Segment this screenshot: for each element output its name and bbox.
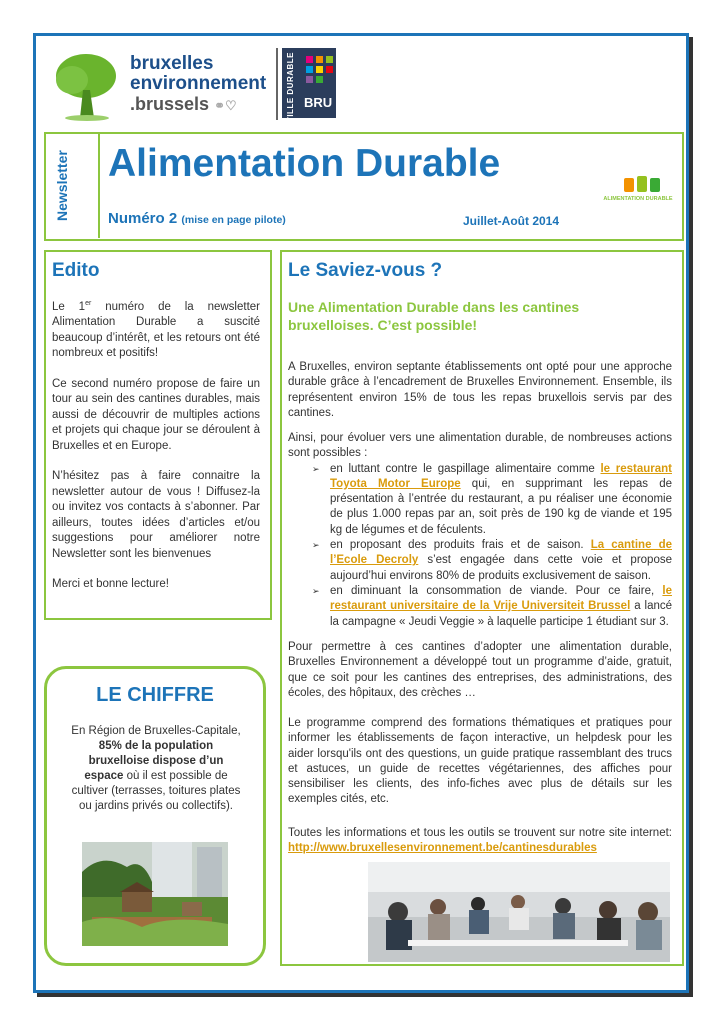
logo-line-1: bruxelles — [130, 53, 214, 74]
color-square-icon — [306, 56, 313, 63]
alimentation-durable-logo-icon — [612, 170, 674, 208]
cantine-photo — [368, 862, 670, 962]
logo-divider — [276, 48, 278, 120]
arrow-bullet-icon: ➢ — [312, 585, 320, 596]
issue-date: Juillet-Août 2014 — [463, 214, 560, 228]
newsletter-label: Newsletter — [54, 150, 70, 222]
garden-photo — [82, 842, 228, 946]
saviez-actions — [288, 431, 672, 630]
logo-line-3: .brussels ⚭♡ — [130, 94, 237, 114]
title-divider — [98, 134, 100, 238]
brand-logo-text — [130, 54, 266, 116]
arrow-bullet-icon: ➢ — [312, 463, 320, 474]
color-square-icon — [326, 56, 333, 63]
color-square-icon — [316, 66, 323, 73]
color-square-icon — [316, 56, 323, 63]
link-ecole-decroly[interactable]: La cantine de l’Ecole Decroly — [330, 539, 672, 567]
list-item: ➢ en proposant des produits frais et de saison. La cantine de l’Ecole Decroly s’est engagée dans cette voie et propose aujourd’hui environs 80% de produits exclusivement de saison. — [312, 539, 672, 582]
color-square-icon — [326, 66, 333, 73]
saviez-paragraph-5: Toutes les informations et tous les outils se trouvent sur notre site internet: http://www.bruxellesenvironnement.be/cantinesdurables — [288, 827, 672, 855]
edito-heading: Edito — [52, 260, 100, 281]
chiffre-text: En Région de Bruxelles-Capitale, 85% de la population bruxelloise dispose d’un espace où il est possible de cultiver (terrasses, toitures plates ou jardins privés ou collectifs). — [71, 725, 241, 812]
saviez-paragraph-4: Le programme comprend des formations thématiques et pratiques pour informer les établissements de façon interactive, un helpdesk pour les aider lorsqu'ils ont des questions, un guide pratique rassemblant des trucs et astuces, un guide de recettes végétariennes, des affiches pour sensibiliser les clients, des info-fiches avec plus de détails sur les exemples cités, etc. — [288, 717, 672, 806]
issue-number: Numéro 2 (mise en page pilote) — [108, 210, 286, 227]
edito-paragraph: Merci et bonne lecture! — [52, 578, 169, 591]
ville-durable-vertical-text: VILLE DURABLE — [286, 52, 295, 123]
list-item: ➢ en diminuant la consommation de viande. Pour ce faire, le restaurant universitaire de la Vrije Universiteit Brussel a lancé la campagne « Jeudi Veggie » à laquelle participe 1 étudiant sur 3. — [312, 584, 673, 628]
link-vub-restaurant[interactable]: le restaurant universitaire de la Vrije Universiteit Brussel — [330, 584, 672, 613]
arrow-bullet-icon: ➢ — [312, 540, 320, 551]
saviez-paragraph-3: Pour permettre à ces cantines d’adopter une alimentation durable, Bruxelles Environnement a développé tout un programme d’aide, gratuit, que ce soit pour les cantines des entreprises, des administrations, des écoles, des hôpitaux, des crèches … — [288, 641, 672, 699]
badge-caption: ALIMENTATION DURABLE — [603, 196, 673, 202]
edito-paragraph: N’hésitez pas à faire connaitre la newsletter autour de vous ! Diffusez-la ou invitez vos contacts à s’abonner. Par ailleurs, toutes idées d’articles et/ou suggestions pour améliorer notre Newsletter sont les bienvenues — [52, 470, 260, 560]
color-square-icon — [306, 76, 313, 83]
edito-paragraph: Le 1er numéro de la newsletter Alimentation Durable a suscité beaucoup d’intérêt, et les retours ont été nombreux et positifs! — [52, 300, 260, 360]
page-title: Alimentation Durable — [108, 142, 501, 185]
saviez-heading: Le Saviez-vous ? — [288, 260, 443, 281]
logo-line-2: environnement — [130, 73, 267, 94]
tree-logo-icon — [50, 50, 122, 122]
edito-paragraph: Ce second numéro propose de faire un tour au sein des cantines durables, mais aussi de découvrir de multiples actions et projets qui chaque jour se déroulent à Bruxelles et en Europe. — [52, 377, 260, 452]
link-toyota-restaurant[interactable]: le restaurant Toyota Motor Europe — [330, 462, 672, 490]
website-link[interactable]: http://www.bruxellesenvironnement.be/cantinesdurables — [288, 842, 597, 855]
ville-durable-bru: BRU — [304, 95, 333, 110]
list-item: ➢ en luttant contre le gaspillage alimentaire comme le restaurant Toyota Motor Europe qui, en supprimant les repas de présentation à l’entrée du restaurant, a pu réaliser une économie de plus 1.000 repas par an, soit près de 190 kg de viande et 195 kg de légumes et de féculents. — [312, 462, 672, 536]
saviez-subheading: Une Alimentation Durable dans les cantines bruxelloises. C’est possible! — [288, 299, 580, 333]
chiffre-heading: LE CHIFFRE — [96, 684, 214, 706]
color-square-icon — [316, 76, 323, 83]
saviez-paragraph-1: A Bruxelles, environ septante établissements ont opté pour une approche durable grâce à l’encadrement de Bruxelles Environnement. Ensemble, ils représentent environ 15% de tous les repas bruxellois servis par des cantines. — [288, 361, 672, 419]
saviez-paragraph-2: Ainsi, pour évoluer vers une alimentation durable, de nombreuses actions sont possibles : — [288, 432, 672, 460]
color-square-icon — [306, 66, 313, 73]
edito-body — [52, 296, 260, 608]
